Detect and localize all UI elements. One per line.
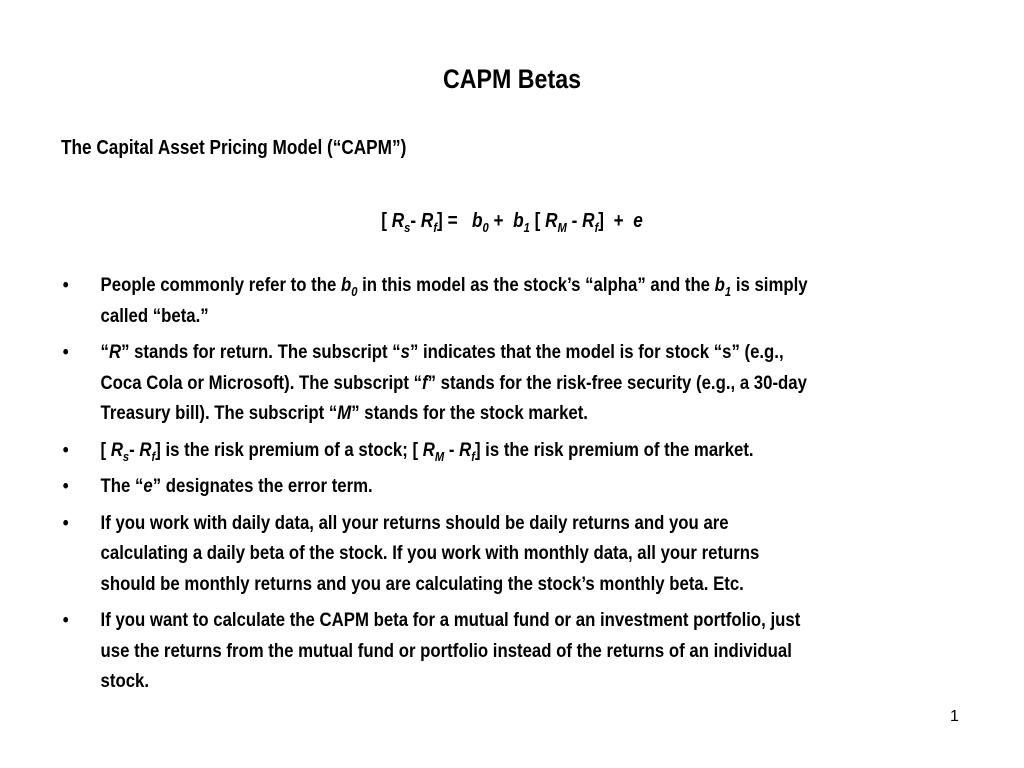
bullet-marker: • bbox=[62, 511, 69, 534]
formula-text: [ bbox=[381, 210, 392, 232]
bullet-item bbox=[61, 471, 955, 502]
bullet-line bbox=[101, 270, 956, 301]
bullet-line: calculating a daily beta of the stock. If you work with monthly data, all your returns bbox=[100, 542, 760, 564]
formula-var: R bbox=[582, 210, 595, 232]
capm-formula bbox=[72, 210, 953, 233]
formula-subscript: s bbox=[404, 220, 411, 235]
formula-subscript: f bbox=[433, 220, 438, 235]
bullet-text: ” stands for the stock market. bbox=[351, 402, 588, 424]
bullet-subscript: f bbox=[471, 448, 475, 464]
bullet-line: should be monthly returns and you are calculating the stock’s monthly beta. Etc. bbox=[100, 572, 744, 595]
formula-var: R bbox=[545, 210, 558, 232]
formula-text: + bbox=[488, 210, 514, 232]
formula-text: ] + bbox=[598, 210, 634, 232]
bullet-var: e bbox=[143, 475, 153, 497]
bullet-var: s bbox=[400, 341, 410, 363]
bullet-var: M bbox=[337, 402, 352, 424]
formula-text: - bbox=[410, 210, 421, 232]
bullet-text: is simply bbox=[731, 274, 808, 296]
bullet-subscript: 1 bbox=[724, 284, 732, 299]
bullet-var: b bbox=[714, 274, 725, 296]
bullet-text: - bbox=[444, 438, 460, 461]
bullet-var: b bbox=[340, 274, 352, 296]
bullet-marker: • bbox=[62, 341, 69, 363]
bullet-text: ” stands for return. The subscript “ bbox=[121, 341, 401, 363]
bullet-subscript: s bbox=[122, 448, 130, 464]
formula-subscript: M bbox=[557, 220, 567, 235]
bullet-var: R bbox=[139, 438, 152, 461]
bullet-item bbox=[61, 435, 955, 466]
formula-text: ] = bbox=[437, 210, 472, 232]
formula-var: e bbox=[633, 210, 643, 232]
bullet-text: Treasury bill). The subscript “ bbox=[100, 402, 338, 424]
formula-var: R bbox=[420, 210, 434, 232]
bullet-var: R bbox=[108, 341, 122, 363]
bullet-line: If you want to calculate the CAPM beta for a mutual fund or an investment portfolio, just bbox=[100, 609, 801, 631]
formula-var: R bbox=[391, 210, 405, 232]
bullet-var: f bbox=[422, 371, 428, 394]
bullet-text: ” stands for the risk-free security (e.g., a 30-day bbox=[427, 371, 807, 394]
bullet-text: “ bbox=[100, 341, 109, 363]
bullet-text: [ bbox=[100, 438, 111, 461]
bullet-line bbox=[101, 337, 956, 368]
bullet-line bbox=[101, 398, 956, 429]
bullet-text: in this model as the stock’s “alpha” and the bbox=[357, 274, 715, 296]
formula-var: b bbox=[513, 210, 524, 232]
bullet-text: ] is the risk premium of the market. bbox=[474, 438, 754, 461]
bullet-line: If you work with daily data, all your returns should be daily returns and you are bbox=[100, 511, 729, 534]
bullet-subscript: 0 bbox=[351, 284, 358, 299]
bullet-line bbox=[101, 435, 956, 466]
bullet-text: People commonly refer to the bbox=[100, 274, 341, 296]
formula-text: [ bbox=[529, 210, 546, 232]
bullet-line: called “beta.” bbox=[100, 304, 209, 327]
formula-subscript: 1 bbox=[523, 220, 530, 235]
bullet-marker: • bbox=[62, 274, 69, 296]
bullet-item bbox=[61, 270, 955, 331]
bullet-var: R bbox=[422, 438, 435, 461]
bullet-subscript: f bbox=[151, 448, 156, 464]
slide-subtitle: The Capital Asset Pricing Model (“CAPM”) bbox=[61, 137, 407, 159]
bullet-text: ” designates the error term. bbox=[152, 475, 373, 497]
formula-var: b bbox=[471, 210, 483, 232]
bullet-item bbox=[61, 508, 955, 600]
bullet-line: stock. bbox=[100, 670, 150, 692]
bullet-text: Coca Cola or Microsoft). The subscript “ bbox=[100, 371, 423, 394]
bullet-line bbox=[101, 471, 956, 502]
bullet-text: - bbox=[129, 438, 140, 461]
formula-text: - bbox=[566, 210, 583, 232]
bullet-list bbox=[61, 270, 955, 703]
page-number: 1 bbox=[950, 708, 959, 725]
bullet-line: use the returns from the mutual fund or portfolio instead of the returns of an individual bbox=[100, 639, 792, 662]
slide-title: CAPM Betas bbox=[442, 64, 582, 94]
bullet-item bbox=[61, 605, 955, 697]
bullet-text: ] is the risk premium of a stock; [ bbox=[155, 438, 423, 461]
bullet-text: The “ bbox=[100, 475, 144, 497]
bullet-var: R bbox=[110, 438, 123, 461]
bullet-var: R bbox=[459, 438, 472, 461]
bullet-marker: • bbox=[62, 609, 69, 631]
bullet-line bbox=[101, 368, 956, 399]
bullet-marker: • bbox=[62, 438, 69, 461]
bullet-marker: • bbox=[62, 475, 69, 497]
bullet-item bbox=[61, 337, 955, 429]
formula-subscript: 0 bbox=[482, 220, 489, 235]
bullet-text: ” indicates that the model is for stock “s” (e.g., bbox=[409, 341, 784, 363]
formula-subscript: f bbox=[594, 220, 599, 235]
bullet-subscript: M bbox=[434, 448, 445, 464]
